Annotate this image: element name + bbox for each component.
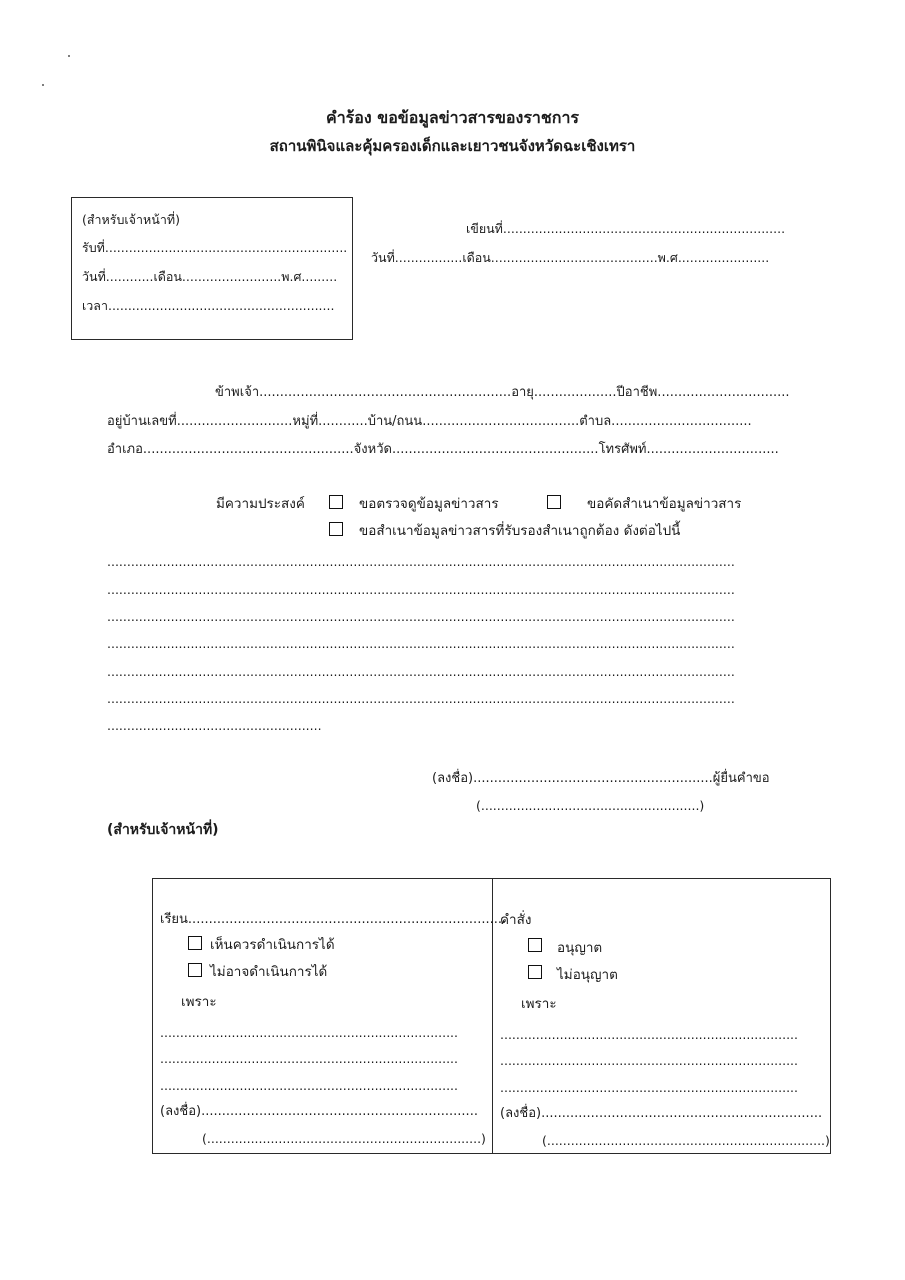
copy-checkbox[interactable] bbox=[547, 495, 561, 509]
right-signature-field[interactable]: (ลงชื่อ).................................................................... bbox=[500, 1106, 823, 1121]
can-proceed-label: เห็นควรดำเนินการได้ bbox=[210, 937, 335, 953]
left-reason-line[interactable]: ........................................................................... bbox=[160, 1051, 459, 1066]
purpose-label: มีความประสงค์ bbox=[216, 496, 305, 512]
detail-line[interactable]: .............................................................................................................................................................. bbox=[107, 554, 735, 569]
applicant-signature-field[interactable]: (ลงชื่อ)..........................................................ผู้ยื่นคำขอ bbox=[432, 771, 770, 786]
deny-label: ไม่อนุญาต bbox=[557, 967, 618, 983]
received-date-field[interactable]: วันที่............เดือน.........................พ.ศ......... bbox=[82, 269, 338, 284]
copy-option-label: ขอคัดสำเนาข้อมูลข่าวสาร bbox=[587, 496, 742, 512]
right-because-label: เพราะ bbox=[521, 996, 557, 1012]
left-signature-field[interactable]: (ลงชื่อ)................................................................... bbox=[160, 1104, 478, 1119]
scan-speck bbox=[42, 84, 44, 86]
right-reason-line[interactable]: ........................................................................... bbox=[500, 1080, 799, 1095]
left-because-label: เพราะ bbox=[181, 994, 217, 1010]
inspect-option-label: ขอตรวจดูข้อมูลข่าวสาร bbox=[359, 496, 499, 512]
right-reason-line[interactable]: ........................................................................... bbox=[500, 1027, 799, 1042]
officer-box-heading: (สำหรับเจ้าหน้าที่) bbox=[82, 212, 180, 227]
applicant-line-3[interactable]: อำเภอ...................................................จังหวัด..................................................โทรศัพท์................................ bbox=[107, 442, 779, 457]
form-subtitle: สถานพินิจและคุ้มครองเด็กและเยาวชนจังหวัดฉะเชิงเทรา bbox=[269, 137, 636, 155]
deny-checkbox[interactable] bbox=[528, 965, 542, 979]
applicant-line-1[interactable]: ข้าพเจ้า.............................................................อายุ....................ปีอาชีพ................................ bbox=[215, 385, 790, 400]
written-date-field[interactable]: วันที่.................เดือน..........................................พ.ศ....................... bbox=[371, 250, 770, 265]
received-number-field[interactable]: รับที่............................................................. bbox=[82, 240, 348, 255]
form-title: คำร้อง ขอข้อมูลข่าวสารของราชการ bbox=[325, 108, 580, 127]
left-reason-line[interactable]: ........................................................................... bbox=[160, 1025, 459, 1040]
cannot-proceed-checkbox[interactable] bbox=[188, 963, 202, 977]
written-at-field[interactable]: เขียนที่....................................................................... bbox=[466, 221, 786, 236]
inspect-checkbox[interactable] bbox=[329, 495, 343, 509]
detail-line[interactable]: .............................................................................................................................................................. bbox=[107, 609, 735, 624]
officer-section-heading: (สำหรับเจ้าหน้าที่) bbox=[107, 822, 219, 838]
detail-line[interactable]: .............................................................................................................................................................. bbox=[107, 636, 735, 651]
applicant-line-2[interactable]: อยู่บ้านเลขที่............................หมู่ที่............บ้าน/ถนน......................................ตำบล.................................. bbox=[107, 414, 752, 429]
detail-line[interactable]: .............................................................................................................................................................. bbox=[107, 582, 735, 597]
allow-checkbox[interactable] bbox=[528, 938, 542, 952]
order-label: คำสั่ง bbox=[500, 912, 532, 928]
cannot-proceed-label: ไม่อาจดำเนินการได้ bbox=[210, 964, 328, 980]
right-reason-line[interactable]: ........................................................................... bbox=[500, 1053, 799, 1068]
can-proceed-checkbox[interactable] bbox=[188, 936, 202, 950]
certified-copy-checkbox[interactable] bbox=[329, 522, 343, 536]
allow-label: อนุญาต bbox=[557, 940, 603, 956]
scan-speck bbox=[68, 55, 70, 57]
left-reason-line[interactable]: ........................................................................... bbox=[160, 1078, 459, 1093]
detail-line[interactable]: .............................................................................................................................................................. bbox=[107, 664, 735, 679]
applicant-name-field[interactable]: (.......................................................) bbox=[476, 798, 705, 813]
detail-line[interactable]: .............................................................................................................................................................. bbox=[107, 691, 735, 706]
left-name-field[interactable]: (.....................................................................) bbox=[202, 1131, 486, 1146]
detail-line[interactable]: ...................................................... bbox=[107, 718, 322, 733]
certified-copy-option-label: ขอสำเนาข้อมูลข่าวสารที่รับรองสำเนาถูกต้อง ดังต่อไปนี้ bbox=[359, 523, 681, 539]
received-time-field[interactable]: เวลา......................................................... bbox=[82, 298, 335, 313]
to-field[interactable]: เรียน............................................................................. bbox=[160, 912, 507, 927]
right-name-field[interactable]: (......................................................................) bbox=[542, 1133, 830, 1148]
